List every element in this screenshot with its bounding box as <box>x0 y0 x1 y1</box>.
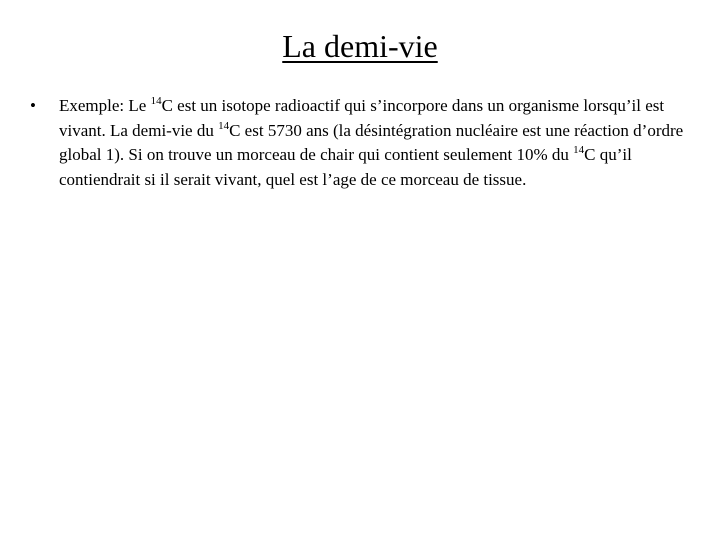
bullet-text-part-3: C est 5730 ans (la désintégration nucléaire est une réaction d’ordre global 1). Si on trouve un morceau de chair qui contient seulement 10% du <box>59 120 684 164</box>
bullet-marker: • <box>30 96 36 115</box>
bullet-text-part-2: C est un isotope radioactif qui s’incorpore dans un organisme lorsqu’il est vivant. La demi-vie du <box>59 96 665 140</box>
bullet-item <box>30 94 710 192</box>
isotope-superscript-2: 14 <box>218 119 230 132</box>
slide-title <box>0 26 720 66</box>
slide-title-text: La demi-vie <box>282 28 438 64</box>
isotope-superscript-1: 14 <box>150 95 162 107</box>
bullet-text-part-4: C qu’il contiendrait si il serait vivant, quel est l’age de ce morceau de tissue. <box>59 145 632 189</box>
bullet-text <box>59 94 710 192</box>
isotope-superscript-3: 14 <box>573 144 585 156</box>
bullet-text-part-1: Exemple: Le <box>59 96 151 115</box>
